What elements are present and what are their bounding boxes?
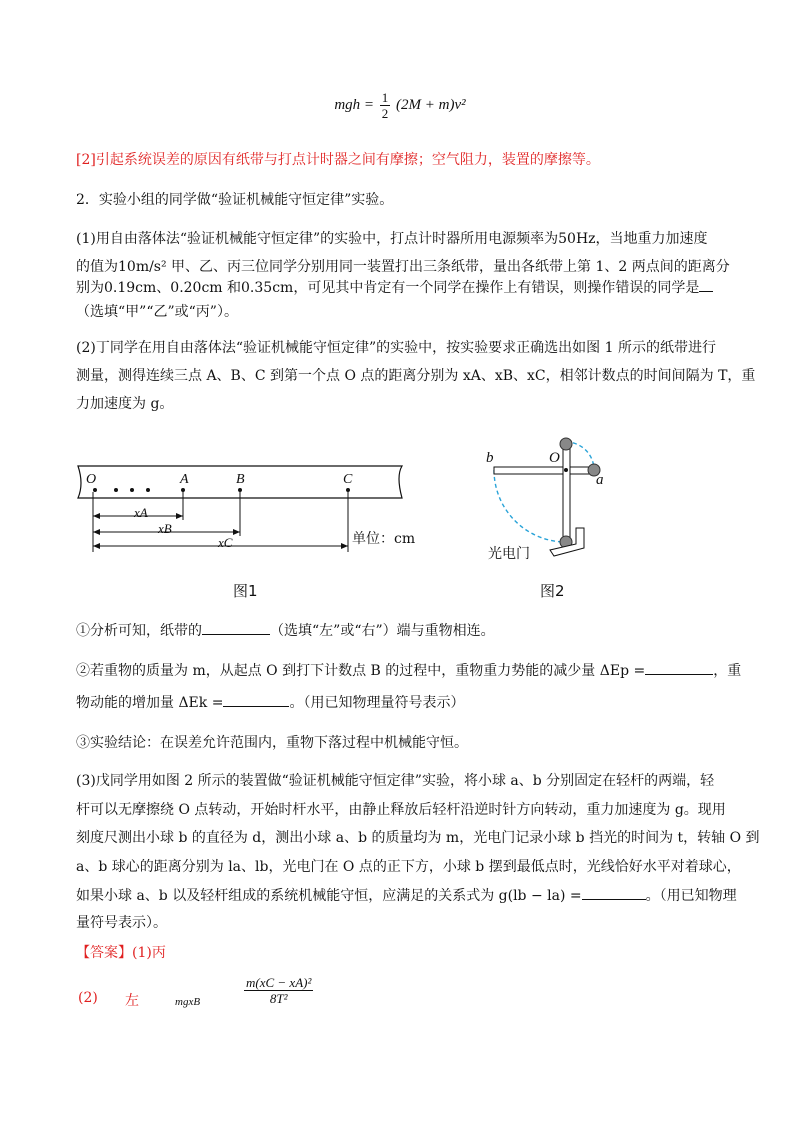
answer-ke-numerator: m(xC − xA)² <box>246 975 312 990</box>
fig1-unit: 单位：cm <box>352 531 416 547</box>
sub-question-1 <box>76 620 736 641</box>
fig2-caption: 图2 <box>540 582 565 600</box>
sub2b-pre: 物动能的增加量 ΔEk = <box>76 695 224 711</box>
formula-right: (2M + m)v² <box>396 96 466 113</box>
fig1-caption: 图1 <box>233 582 258 600</box>
fraction-numerator: 1 <box>381 90 389 105</box>
p3-line-5-text: 如果小球 a、b 以及轻杆组成的系统机械能守恒，应满足的关系式为 g(lb − la) = <box>76 888 582 904</box>
fig1-point-B: B <box>236 472 245 487</box>
sub1-post: （选填“左”或“右”）端与重物相连。 <box>270 623 495 639</box>
answer-blank-4[interactable] <box>223 692 289 707</box>
answer-blank-3[interactable] <box>645 660 713 675</box>
p3-line-5-post: 。（用已知物理 <box>645 888 737 904</box>
p3-line-6: 量符号表示）。 <box>76 915 167 931</box>
sub1-pre: ①分析可知，纸带的 <box>76 623 202 639</box>
p2-line-3: 力加速度为 g。 <box>76 396 174 412</box>
formula-left: mgh = <box>334 96 375 113</box>
p1-line-4: （选填“甲”“乙”或“丙”）。 <box>76 304 238 320</box>
answer-2-num: (2) <box>78 990 98 1006</box>
p3-line-4: a、b 球心的距离分别为 la、lb，光电门在 O 点的正下方，小球 b 摆到最低点时，光线恰好水平对着球心， <box>76 859 741 875</box>
answer-blank-1[interactable] <box>699 277 713 292</box>
error-note: [2]引起系统误差的原因有纸带与打点计时器之间有摩擦；空气阻力，装置的摩擦等。 <box>76 152 600 168</box>
answer-blank-5[interactable] <box>582 885 646 900</box>
p3-line-5 <box>76 885 736 906</box>
fig1-dim-xC: xC <box>218 535 233 550</box>
sub2a-post: ，重 <box>713 663 742 679</box>
question-title: 2．实验小组的同学做“验证机械能守恒定律”实验。 <box>76 192 394 208</box>
fig1-point-C: C <box>343 472 353 487</box>
fig1-dim-xA: xA <box>134 505 148 520</box>
fig1-point-O: O <box>86 472 97 487</box>
fig2-label-a: a <box>596 472 604 488</box>
fraction-denominator: 2 <box>381 106 389 121</box>
p1-line-3: 别为0.19cm、0.20cm 和0.35cm，可见其中肯定有一个同学在操作上有错误，则操作错误的同学是 <box>76 280 700 296</box>
sub2a-pre: ②若重物的质量为 m，从起点 O 到打下计数点 B 的过程中，重物重力势能的减少量 ΔEp = <box>76 663 646 679</box>
sub-question-2b <box>76 692 736 713</box>
fig2-label-O: O <box>549 450 560 466</box>
p2-line-1: (2)丁同学在用自由落体法“验证机械能守恒定律”的实验中，按实验要求正确选出如图 1 所示的纸带进行 <box>76 340 716 356</box>
fig2-label-gate: 光电门 <box>488 546 530 562</box>
answer-ke-denominator: 8T² <box>269 991 288 1006</box>
p2-line-2: 测量，测得连续三点 A、B、C 到第一个点 O 点的距离分别为 xA、xB、xC，相邻计数点的时间间隔为 T，重 <box>76 368 756 384</box>
answer-2-ke <box>244 975 313 1006</box>
answer-label: 【答案】 <box>76 945 132 961</box>
p3-line-2: 杆可以无摩擦绕 O 点转动，开始时杆水平，由静止释放后轻杆沿逆时针方向转动，重力加速度为 g。现用 <box>76 802 726 818</box>
p1-line-2: 的值为10m/s² 甲、乙、丙三位同学分别用同一装置打出三条纸带，量出各纸带上第 1、2 两点间的距离分 <box>76 259 730 275</box>
answer-2-direction: 左 <box>125 993 139 1009</box>
p1-line-3-wrap <box>76 277 736 298</box>
fig1-dim-xB: xB <box>158 521 172 536</box>
formula-fraction <box>380 90 391 121</box>
fig2-label-b: b <box>486 450 494 466</box>
sub-question-3: ③实验结论：在误差允许范围内，重物下落过程中机械能守恒。 <box>76 735 468 751</box>
sub2b-post: 。（用已知物理量符号表示） <box>289 695 465 711</box>
sub-question-2a <box>76 660 742 681</box>
answer-line-1 <box>76 942 166 962</box>
p3-line-3: 刻度尺测出小球 b 的直径为 d，测出小球 a、b 的质量均为 m，光电门记录小球 b 挡光的时间为 t，转轴 O 到 <box>76 830 760 846</box>
answer-2-pe: mgxB <box>175 996 201 1008</box>
answer-1: (1)丙 <box>132 945 166 961</box>
energy-formula <box>0 90 800 121</box>
p1-line-1: (1)用自由落体法“验证机械能守恒定律”的实验中，打点计时器所用电源频率为50Hz，当地重力加速度 <box>76 231 708 247</box>
p3-line-1: (3)戊同学用如图 2 所示的装置做“验证机械能守恒定律”实验，将小球 a、b 分别固定在轻杆的两端，轻 <box>76 773 715 789</box>
answer-blank-2[interactable] <box>202 620 270 635</box>
fig1-point-A: A <box>180 472 189 487</box>
